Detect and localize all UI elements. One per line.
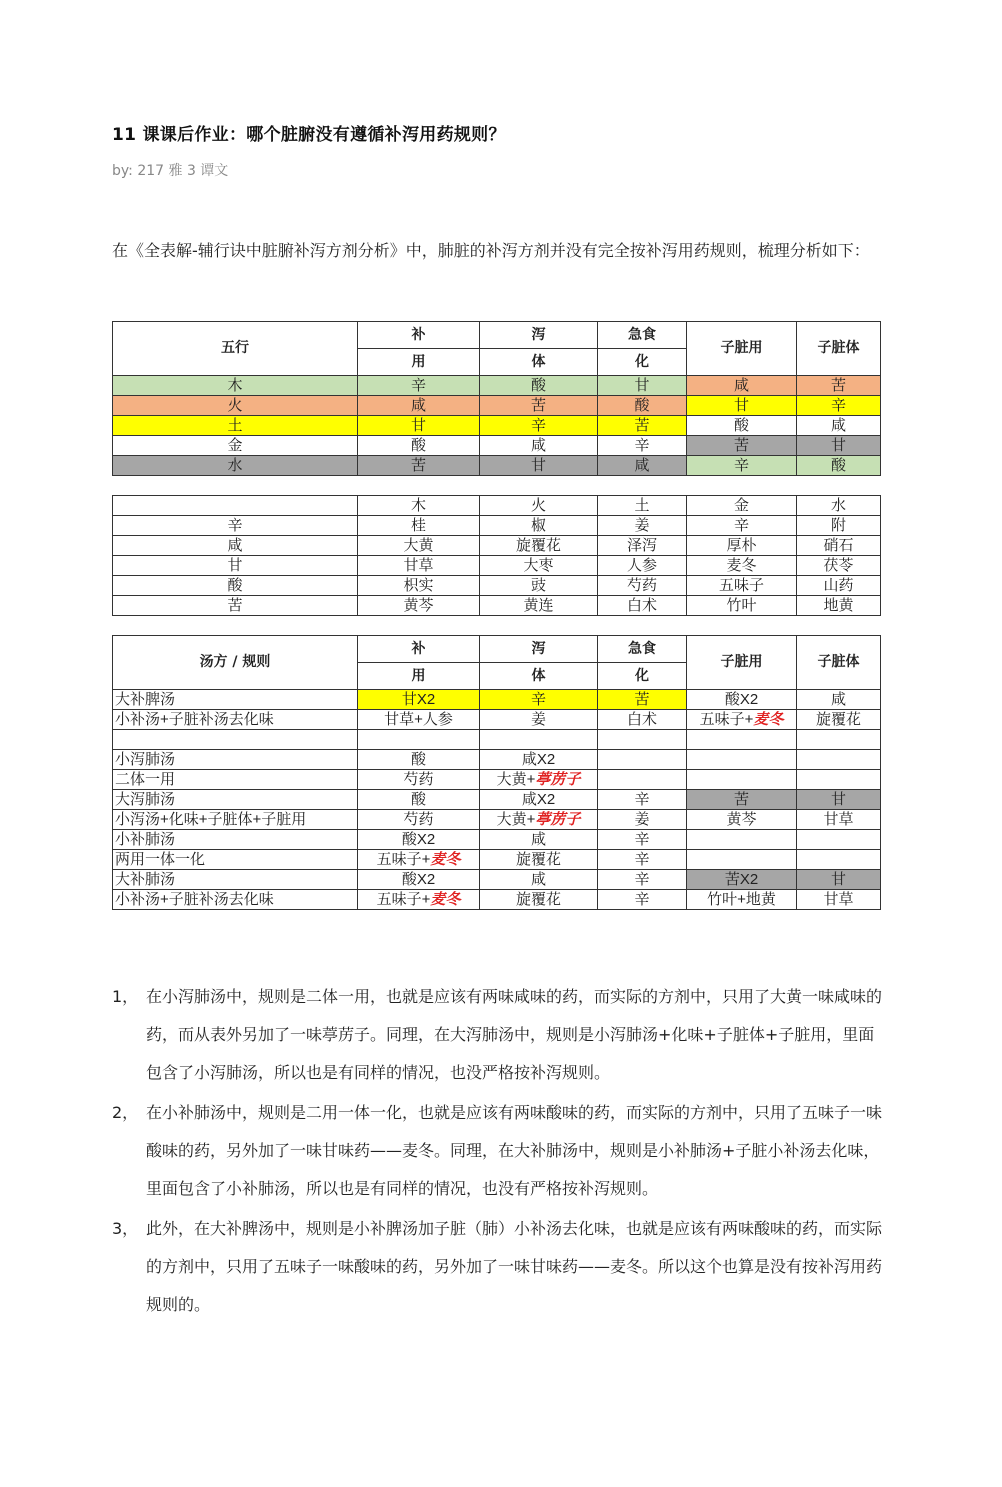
herb-text: 大黄+ (496, 811, 536, 828)
table-cell: 辛 (480, 690, 598, 710)
herb-text: 五味子+ (699, 711, 754, 728)
table-cell: 五味子 (687, 576, 797, 596)
spacer-row (113, 616, 881, 636)
table-cell: 甘草+人参 (358, 710, 480, 730)
header-cell: 用 (358, 663, 480, 690)
table-cell: 辛 (598, 890, 687, 910)
table-cell: 咸 (480, 870, 598, 890)
table-cell: 芍药 (358, 770, 480, 790)
highlight-herb: 麦冬 (430, 891, 461, 908)
table-cell: 二体一用 (113, 770, 358, 790)
table-cell: 咸 (687, 376, 797, 396)
table-cell: 辛 (113, 516, 358, 536)
table-cell: 地黄 (797, 596, 881, 616)
table-cell: 厚朴 (687, 536, 797, 556)
table-row (113, 830, 881, 850)
header-cell: 补 (358, 636, 480, 663)
table-cell: 咸 (113, 536, 358, 556)
table-cell: 旋覆花 (480, 536, 598, 556)
table-cell: 豉 (480, 576, 598, 596)
table-cell: 酸 (797, 456, 881, 476)
note-item (112, 1210, 887, 1324)
table-cell: 姜 (598, 516, 687, 536)
header-cell: 子脏用 (687, 636, 797, 690)
table-cell (598, 750, 687, 770)
table-cell: 甘 (480, 456, 598, 476)
table-cell: 小补肺汤 (113, 830, 358, 850)
table-cell: 辛 (687, 456, 797, 476)
table-cell: 苦 (687, 436, 797, 456)
table-row (113, 396, 881, 416)
table-cell: 苦 (687, 790, 797, 810)
table-cell: 旋覆花 (480, 890, 598, 910)
header-cell: 金 (687, 496, 797, 516)
herb-text: 大黄+ (496, 771, 536, 788)
table-cell: 辛 (598, 790, 687, 810)
table-cell: 小补汤+子脏补汤去化味 (113, 710, 358, 730)
table-cell: 甘 (358, 416, 480, 436)
header-cell: 用 (358, 349, 480, 376)
table-cell: 咸 (480, 830, 598, 850)
header-cell: 火 (480, 496, 598, 516)
table-cell: 甘 (797, 870, 881, 890)
table-cell (358, 890, 480, 910)
note-text: 此外，在大补脾汤中，规则是小补脾汤加子脏（肺）小补汤去化味，也就是应该有两味酸味的药，而实际的方剂中，只用了五味子一味酸味的药，另外加了一味甘味药——麦冬。所以这个也算是没有按补泻用药规则的。 (146, 1219, 883, 1314)
header-cell: 水 (797, 496, 881, 516)
table-cell: 麦冬 (687, 556, 797, 576)
header-cell (113, 496, 358, 516)
table-cell: 椒 (480, 516, 598, 536)
header-cell: 子脏用 (687, 322, 797, 376)
table-cell: 辛 (480, 416, 598, 436)
table-cell (480, 770, 598, 790)
table-cell: 甘X2 (358, 690, 480, 710)
header-cell: 汤方 / 规则 (113, 636, 358, 690)
table-cell: 酸 (480, 376, 598, 396)
table-cell: 甘草 (797, 890, 881, 910)
table-cell: 茯苓 (797, 556, 881, 576)
header-cell: 补 (358, 322, 480, 349)
table-row (113, 456, 881, 476)
table-cell: 苦 (797, 376, 881, 396)
table-cell: 枳实 (358, 576, 480, 596)
table-row (113, 690, 881, 710)
header-cell: 化 (598, 349, 687, 376)
header-cell: 体 (480, 349, 598, 376)
table-cell: 芍药 (358, 810, 480, 830)
table-cell: 小泻肺汤 (113, 750, 358, 770)
intro-paragraph: 在《全表解-辅行诀中脏腑补泻方剂分析》中，肺脏的补泻方剂并没有完全按补泻用药规则，梳理分析如下： (112, 241, 870, 260)
table-row (113, 850, 881, 870)
header-cell: 五行 (113, 322, 358, 376)
highlight-herb: 麦冬 (430, 851, 461, 868)
table-row (113, 870, 881, 890)
table-cell: 甘 (797, 790, 881, 810)
header-cell: 泻 (480, 636, 598, 663)
table-cell: 苦X2 (687, 870, 797, 890)
table-row (113, 596, 881, 616)
highlight-herb: 葶苈子 (535, 811, 581, 828)
table1-header-row (113, 322, 881, 349)
table-cell: 两用一体一化 (113, 850, 358, 870)
table-row (113, 790, 881, 810)
table-cell: 酸 (598, 396, 687, 416)
table-cell: 咸X2 (480, 750, 598, 770)
header-cell: 体 (480, 663, 598, 690)
table-cell (797, 850, 881, 870)
table-cell: 辛 (797, 396, 881, 416)
table-cell: 大泻肺汤 (113, 790, 358, 810)
table-cell: 酸 (687, 416, 797, 436)
herb-text: 五味子+ (376, 891, 431, 908)
highlight-herb: 麦冬 (753, 711, 784, 728)
table-cell: 白术 (598, 596, 687, 616)
table-cell: 姜 (480, 710, 598, 730)
table-cell: 酸X2 (687, 690, 797, 710)
table-cell: 黄芩 (358, 596, 480, 616)
note-number: 1， (112, 987, 139, 1006)
table-cell: 酸 (113, 576, 358, 596)
table-cell: 甘 (598, 376, 687, 396)
table-cell: 辛 (598, 830, 687, 850)
table-cell: 酸 (358, 750, 480, 770)
header-cell: 子脏体 (797, 322, 881, 376)
table-cell: 甘 (113, 556, 358, 576)
table-cell (480, 810, 598, 830)
analysis-grid (112, 321, 881, 910)
header-cell: 化 (598, 663, 687, 690)
table-row (113, 536, 881, 556)
table-cell: 泽泻 (598, 536, 687, 556)
table-cell (797, 750, 881, 770)
page-title: 11 课课后作业：哪个脏腑没有遵循补泻用药规则？ (112, 125, 506, 145)
table-cell (358, 850, 480, 870)
table-cell: 酸 (358, 790, 480, 810)
table-cell: 酸 (358, 436, 480, 456)
table-cell: 甘 (797, 436, 881, 456)
table-row (113, 416, 881, 436)
table-cell: 木 (113, 376, 358, 396)
header-cell: 子脏体 (797, 636, 881, 690)
table-cell: 黄芩 (687, 810, 797, 830)
table-cell: 人参 (598, 556, 687, 576)
table-row (113, 710, 881, 730)
table-row (113, 770, 881, 790)
table-cell: 水 (113, 456, 358, 476)
byline: by: 217 雅 3 谭文 (112, 163, 229, 179)
table-cell: 附 (797, 516, 881, 536)
table-cell: 辛 (687, 516, 797, 536)
table-cell: 竹叶 (687, 596, 797, 616)
table-cell: 辛 (598, 870, 687, 890)
table-row (113, 576, 881, 596)
table-cell: 小泻汤+化味+子脏体+子脏用 (113, 810, 358, 830)
table-cell (687, 770, 797, 790)
table-cell: 竹叶+地黄 (687, 890, 797, 910)
highlight-herb: 葶苈子 (535, 771, 581, 788)
table-cell (687, 830, 797, 850)
table-cell: 甘草 (797, 810, 881, 830)
table-cell: 苦 (480, 396, 598, 416)
table-cell: 芍药 (598, 576, 687, 596)
herb-text: 五味子+ (376, 851, 431, 868)
table-cell: 土 (113, 416, 358, 436)
table-cell (797, 830, 881, 850)
note-number: 2， (112, 1103, 139, 1122)
table-cell: 旋覆花 (480, 850, 598, 870)
table-row (113, 556, 881, 576)
table-cell: 小补汤+子脏补汤去化味 (113, 890, 358, 910)
table3-header-row (113, 636, 881, 663)
table-row (113, 376, 881, 396)
table-cell: 大黄 (358, 536, 480, 556)
table-cell: 白术 (598, 710, 687, 730)
table-cell: 咸 (797, 416, 881, 436)
table-cell: 姜 (598, 810, 687, 830)
note-text: 在小补肺汤中，规则是二用一体一化，也就是应该有两味酸味的药，而实际的方剂中，只用了五味子一味酸味的药，另外加了一味甘味药——麦冬。同理，在大补肺汤中，规则是小补肺汤+子脏小补汤去化味，里面包含了小补肺汤，所以也是有同样的情况，也没有严格按补泻规则。 (146, 1103, 883, 1198)
table-row (113, 516, 881, 536)
table-cell: 咸 (797, 690, 881, 710)
table-cell: 酸X2 (358, 830, 480, 850)
table-cell (598, 770, 687, 790)
table-cell: 咸 (358, 396, 480, 416)
table-cell (687, 750, 797, 770)
header-cell: 急食 (598, 636, 687, 663)
table-cell: 山药 (797, 576, 881, 596)
header-cell: 泻 (480, 322, 598, 349)
table-cell: 旋覆花 (797, 710, 881, 730)
table-row (113, 810, 881, 830)
table-cell (797, 770, 881, 790)
table-cell: 桂 (358, 516, 480, 536)
note-item (112, 978, 887, 1092)
table-cell (687, 710, 797, 730)
table-cell: 硝石 (797, 536, 881, 556)
table-cell: 辛 (598, 850, 687, 870)
header-cell: 急食 (598, 322, 687, 349)
table-cell: 苦 (358, 456, 480, 476)
table2-header-row (113, 496, 881, 516)
table-cell: 酸X2 (358, 870, 480, 890)
note-text: 在小泻肺汤中，规则是二体一用，也就是应该有两味咸味的药，而实际的方剂中，只用了大黄一味咸味的药，而从表外另加了一味葶苈子。同理，在大泻肺汤中，规则是小泻肺汤+化味+子脏体+子脏用，里面包含了小泻肺汤，所以也是有同样的情况，也没严格按补泻规则。 (146, 987, 883, 1082)
table-cell: 黄连 (480, 596, 598, 616)
table-cell: 火 (113, 396, 358, 416)
table-cell: 大枣 (480, 556, 598, 576)
note-item (112, 1094, 887, 1208)
table-cell: 咸X2 (480, 790, 598, 810)
table-cell: 甘 (687, 396, 797, 416)
table-cell: 辛 (598, 436, 687, 456)
analysis-table (112, 321, 880, 910)
table-cell: 苦 (598, 416, 687, 436)
table-cell: 大补脾汤 (113, 690, 358, 710)
analysis-notes (112, 978, 887, 1324)
table-cell: 咸 (598, 456, 687, 476)
table-cell: 苦 (598, 690, 687, 710)
table-cell: 大补肺汤 (113, 870, 358, 890)
table-row (113, 750, 881, 770)
table-cell: 金 (113, 436, 358, 456)
header-cell: 土 (598, 496, 687, 516)
table-cell: 甘草 (358, 556, 480, 576)
table-row (113, 890, 881, 910)
table-row (113, 436, 881, 456)
table-cell: 苦 (113, 596, 358, 616)
table-cell (687, 850, 797, 870)
note-number: 3， (112, 1219, 139, 1238)
table-cell: 咸 (480, 436, 598, 456)
header-cell: 木 (358, 496, 480, 516)
blank-row (113, 730, 881, 750)
table-cell: 辛 (358, 376, 480, 396)
spacer-row (113, 476, 881, 496)
